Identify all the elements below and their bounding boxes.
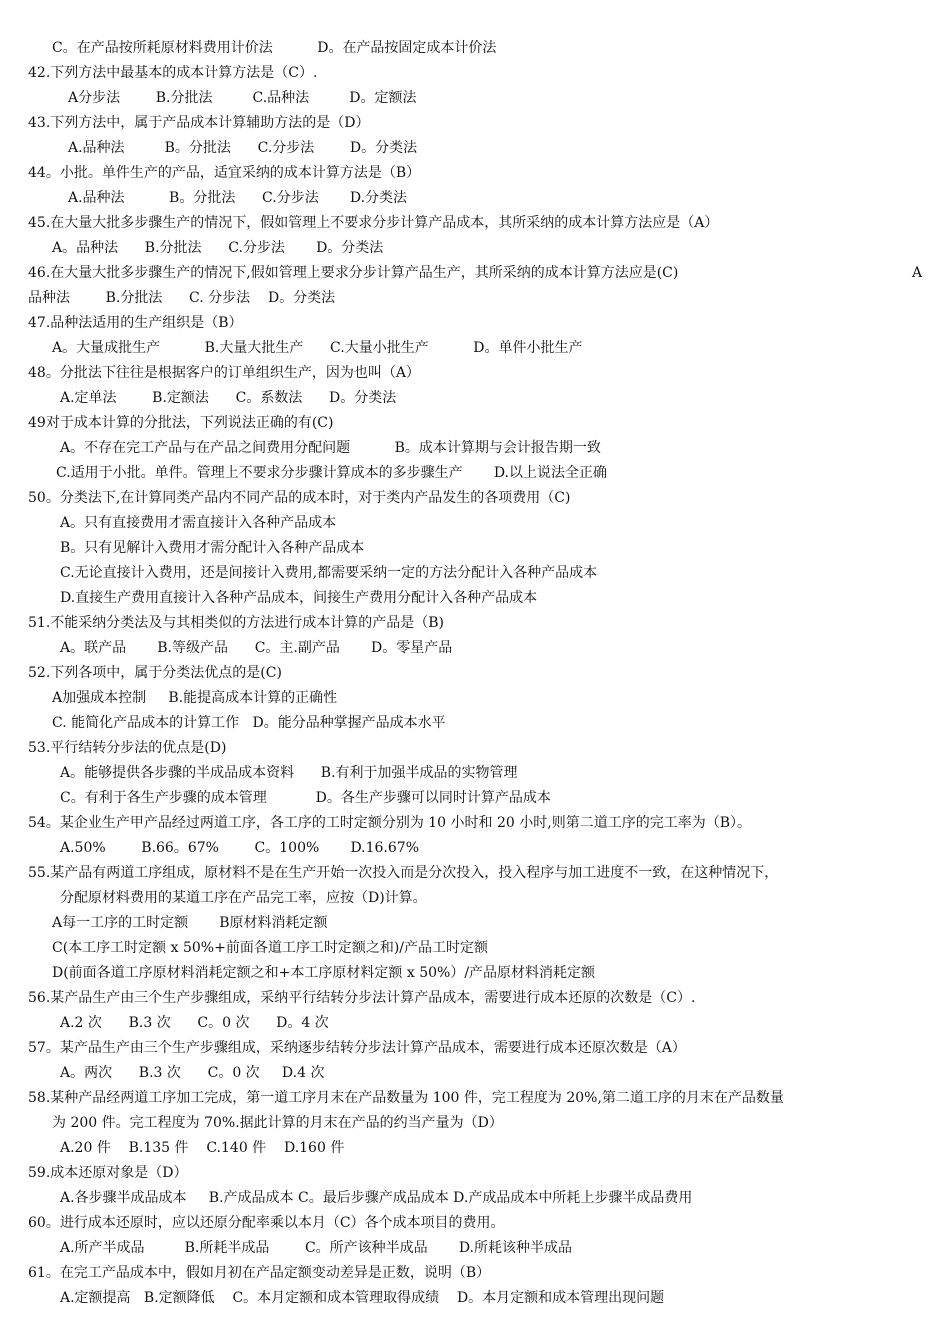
text-line: D.直接生产费用直接计入各种产品成本，间接生产费用分配计入各种产品成本 — [60, 590, 538, 606]
text-line: 56.某产品生产由三个生产步骤组成，采纳平行结转分步法计算产品成本，需要进行成本还原的次数是（C）. — [28, 990, 696, 1006]
text-line: A。联产品 B.等级产品 C。主.副产品 D。零星产品 — [60, 640, 453, 656]
text-line: B。只有见解计入费用才需分配计入各种产品成本 — [60, 540, 365, 556]
text-line: 42.下列方法中最基本的成本计算方法是（C）. — [28, 65, 318, 81]
text-line: C。有利于各生产步骤的成本管理 D。各生产步骤可以同时计算产品成本 — [60, 790, 551, 806]
text-line: A.定单法 B.定额法 C。系数法 D。分类法 — [60, 390, 397, 406]
text-line: 48。分批法下往往是根据客户的订单组织生产，因为也叫（A） — [28, 365, 420, 381]
text-line: A.2 次 B.3 次 C。0 次 D。4 次 — [60, 1015, 329, 1031]
text-line: A。品种法 B.分批法 C.分步法 D。分类法 — [52, 240, 384, 256]
text-line: C.适用于小批。单件。管理上不要求分步骤计算成本的多步骤生产 D.以上说法全正确 — [56, 465, 607, 481]
text-line: 49对于成本计算的分批法，下列说法正确的有(C) — [28, 415, 334, 431]
text-line: A.定额提高 B.定额降低 C。本月定额和成本管理取得成绩 D。本月定额和成本管理出现问题 — [60, 1290, 665, 1306]
text-line: 57。某产品生产由三个生产步骤组成，采纳逐步结转分步法计算产品成本，需要进行成本还原次数是（A） — [28, 1040, 686, 1056]
text-line: 47.品种法适用的生产组织是（B） — [28, 315, 243, 331]
text-line: A.品种法 B。分批法 C.分步法 D。分类法 — [68, 140, 418, 156]
text-line: 45.在大量大批多步骤生产的情况下，假如管理上不要求分步计算产品成本，其所采纳的成本计算方法应是（A） — [28, 215, 719, 231]
text-line: A。两次 B.3 次 C。0 次 D.4 次 — [60, 1065, 325, 1081]
text-line: 46.在大量大批多步骤生产的情况下,假如管理上要求分步计算产品生产，其所采纳的成本计算方法应是(C) — [28, 265, 679, 281]
text-line: C.无论直接计入费用，还是间接计入费用,都需要采纳一定的方法分配计入各种产品成本 — [60, 565, 598, 581]
text-line: C。在产品按所耗原材料费用计价法 D。在产品按固定成本计价法 — [52, 40, 497, 56]
text-line: D(前面各道工序原材料消耗定额之和+本工序原材料定额 x 50%）/产品原材料消耗定额 — [52, 965, 596, 981]
text-line: 50。分类法下,在计算同类产品内不同产品的成本时，对于类内产品发生的各项费用（C) — [28, 490, 571, 506]
text-line: A加强成本控制 B.能提高成本计算的正确性 — [52, 690, 338, 706]
text-line: A分步法 B.分批法 C.品种法 D。定额法 — [68, 90, 417, 106]
text-line: A — [912, 265, 923, 281]
text-line: 58.某种产品经两道工序加工完成，第一道工序月末在产品数量为 100 件，完工程度为 20%,第二道工序的月末在产品数量 — [28, 1090, 784, 1106]
text-line: 55.某产品有两道工序组成，原材料不是在生产开始一次投入而是分次投入，投入程序与加工进度不一致，在这种情况下， — [28, 865, 779, 881]
text-line: A.20 件 B.135 件 C.140 件 D.160 件 — [60, 1140, 345, 1156]
text-line: 60。进行成本还原时，应以还原分配率乘以本月（C）各个成本项目的费用。 — [28, 1215, 505, 1231]
text-line: A每一工序的工时定额 B原材料消耗定额 — [52, 915, 328, 931]
text-line: A。不存在完工产品与在产品之间费用分配问题 B。成本计算期与会计报告期一致 — [60, 440, 601, 456]
text-line: 分配原材料费用的某道工序在产品完工率，应按（D)计算。 — [60, 890, 427, 906]
text-line: C(本工序工时定额 x 50%+前面各道工序工时定额之和)/产品工时定额 — [52, 940, 488, 956]
text-line: A。大量成批生产 B.大量大批生产 C.大量小批生产 D。单件小批生产 — [52, 340, 583, 356]
text-line: A.50% B.66。67% C。100% D.16.67% — [60, 840, 419, 856]
text-line: 61。在完工产品成本中，假如月初在产品定额变动差异是正数，说明（B） — [28, 1265, 491, 1281]
text-line: 59.成本还原对象是（D） — [28, 1165, 188, 1181]
text-line: 43.下列方法中，属于产品成本计算辅助方法的是（D） — [28, 115, 370, 131]
text-line: 52.下列各项中，属于分类法优点的是(C) — [28, 665, 282, 681]
text-line: 53.平行结转分步法的优点是(D) — [28, 740, 227, 756]
text-line: 为 200 件。完工程度为 70%.据此计算的月末在产品的约当产量为（D） — [52, 1115, 503, 1131]
text-line: C. 能简化产品成本的计算工作 D。能分品种掌握产品成本水平 — [52, 715, 446, 731]
text-line: 54。某企业生产甲产品经过两道工序，各工序的工时定额分别为 10 小时和 20 小时,则第二道工序的完工率为（B）。 — [28, 815, 751, 831]
text-line: A。只有直接费用才需直接计入各种产品成本 — [60, 515, 337, 531]
text-line: 品种法 B.分批法 C. 分步法 D。分类法 — [28, 290, 336, 306]
text-line: A.各步骤半成品成本 B.产成品成本 C。最后步骤产成品成本 D.产成品成本中所耗上步骤半成品费用 — [60, 1190, 693, 1206]
text-line: 51.不能采纳分类法及与其相类似的方法进行成本计算的产品是（B) — [28, 615, 445, 631]
text-line: A。能够提供各步骤的半成品成本资料 B.有利于加强半成品的实物管理 — [60, 765, 518, 781]
text-line: A.所产半成品 B.所耗半成品 C。所产该种半成品 D.所耗该种半成品 — [60, 1240, 572, 1256]
text-line: 44。小批。单件生产的产品，适宜采纳的成本计算方法是（B） — [28, 165, 421, 181]
text-line: A.品种法 B。分批法 C.分步法 D.分类法 — [68, 190, 408, 206]
